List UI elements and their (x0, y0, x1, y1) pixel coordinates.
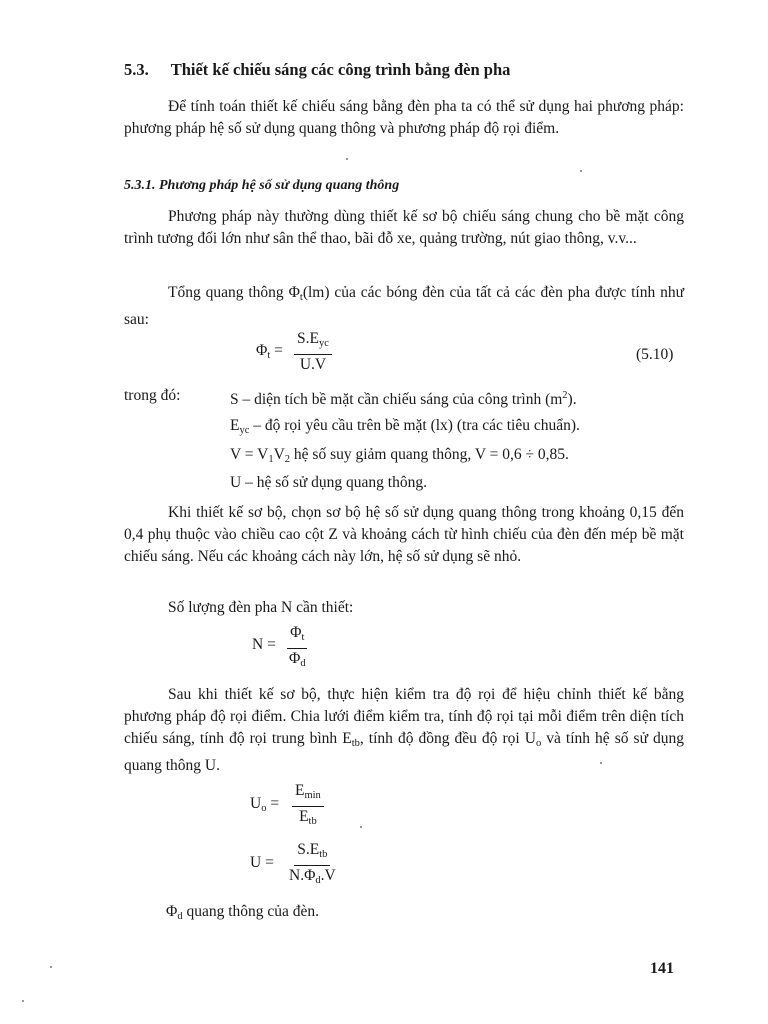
page-number: 141 (650, 960, 674, 977)
eq1-fraction (294, 330, 332, 374)
eq2-fraction (286, 624, 309, 673)
eq1-numerator: $S.E_{yc}$ (294, 330, 332, 355)
where-item-u: U – hệ số sử dụng quang thông. (230, 474, 427, 491)
eq2-lhs: N = (252, 636, 276, 653)
eq2-numerator: $\Phi_t$ (287, 624, 307, 649)
eq2-denominator: $\Phi_d$ (289, 650, 306, 669)
eq1-denominator: U.V (299, 356, 327, 373)
eq3-denominator: $E_{tb}$ (299, 808, 317, 827)
scan-speck (346, 158, 348, 160)
scan-speck (600, 762, 602, 764)
eq4-fraction (286, 841, 339, 890)
eq1-lhs: $\Phi_t$ = (256, 342, 283, 361)
scan-speck (22, 1000, 24, 1002)
eq3-lhs: $U_o$ = (250, 795, 280, 814)
eq4-denominator: $N.\Phi_d.V$ (289, 867, 336, 886)
eq3-fraction (292, 782, 324, 831)
section-number: 5.3. (124, 60, 149, 79)
paragraph-lamp-count: Số lượng đèn pha N cần thiết: (168, 599, 354, 616)
equation-number: (5.10) (636, 346, 674, 363)
where-item-eyc: $E_{yc}$ – độ rọi yêu cầu trên bề mặt (lx) (tra các tiêu chuẩn). (230, 417, 580, 436)
where-item-v: $V = V_1V_2$ hệ số suy giảm quang thông, V = 0,6 ÷ 0,85. (230, 446, 569, 465)
where-label: trong đó: (124, 387, 181, 404)
paragraph-preliminary: Khi thiết kế sơ bộ, chọn sơ bộ hệ số sử dụng quang thông trong khoảng 0,15 đến 0,4 phụ thuộc vào chiều cao cột Z và khoảng cách từ hình chiếu của đèn đến mép bề mặt chiếu sáng. Nếu các khoảng cách này lớn, hệ số sử dụng sẽ nhỏ. (124, 504, 684, 565)
paragraph-total-flux: Tổng quang thông $\Phi_t(lm)$ của các bóng đèn của tất cả các đèn pha được tính như sau: (124, 284, 684, 328)
scan-speck (50, 966, 52, 968)
eq4-lhs: U = (250, 854, 274, 871)
eq3-numerator: $E_{min}$ (292, 782, 324, 807)
subsection-heading: 5.3.1. Phương pháp hệ số sử dụng quang thông (124, 178, 400, 193)
intro-paragraph: Để tính toán thiết kế chiếu sáng bằng đèn pha ta có thể sử dụng hai phương pháp: phương pháp hệ số sử dụng quang thông và phương pháp độ rọi điểm. (124, 98, 684, 137)
where-item-s: S – diện tích bề mặt cần chiếu sáng của công trình $(m^2)$. (230, 390, 577, 408)
flux-definition: $\Phi_d$ quang thông của đèn. (166, 903, 320, 922)
scan-speck (360, 826, 362, 828)
paragraph-method: Phương pháp này thường dùng thiết kế sơ bộ chiếu sáng chung cho bề mặt công trình tương đối lớn như sân thể thao, bãi đỗ xe, quảng trường, nút giao thông, v.v... (124, 208, 684, 247)
paragraph-point-method: Sau khi thiết kế sơ bộ, thực hiện kiểm tra độ rọi để hiệu chỉnh thiết kế bằng phương pháp độ rọi điểm. Chia lưới điểm kiểm tra, tính độ rọi tại mỗi điểm trên diện tích chiếu sáng, tính độ rọi trung bình $E_{tb}$, tính độ đồng đều độ rọi $U_o$ và tính hệ số sử dụng quang thông U. (124, 686, 685, 774)
scan-speck (580, 170, 582, 172)
section-heading (124, 60, 510, 80)
section-title: Thiết kế chiếu sáng các công trình bằng đèn pha (170, 60, 511, 79)
eq4-numerator: $S.E_{tb}$ (294, 841, 330, 866)
